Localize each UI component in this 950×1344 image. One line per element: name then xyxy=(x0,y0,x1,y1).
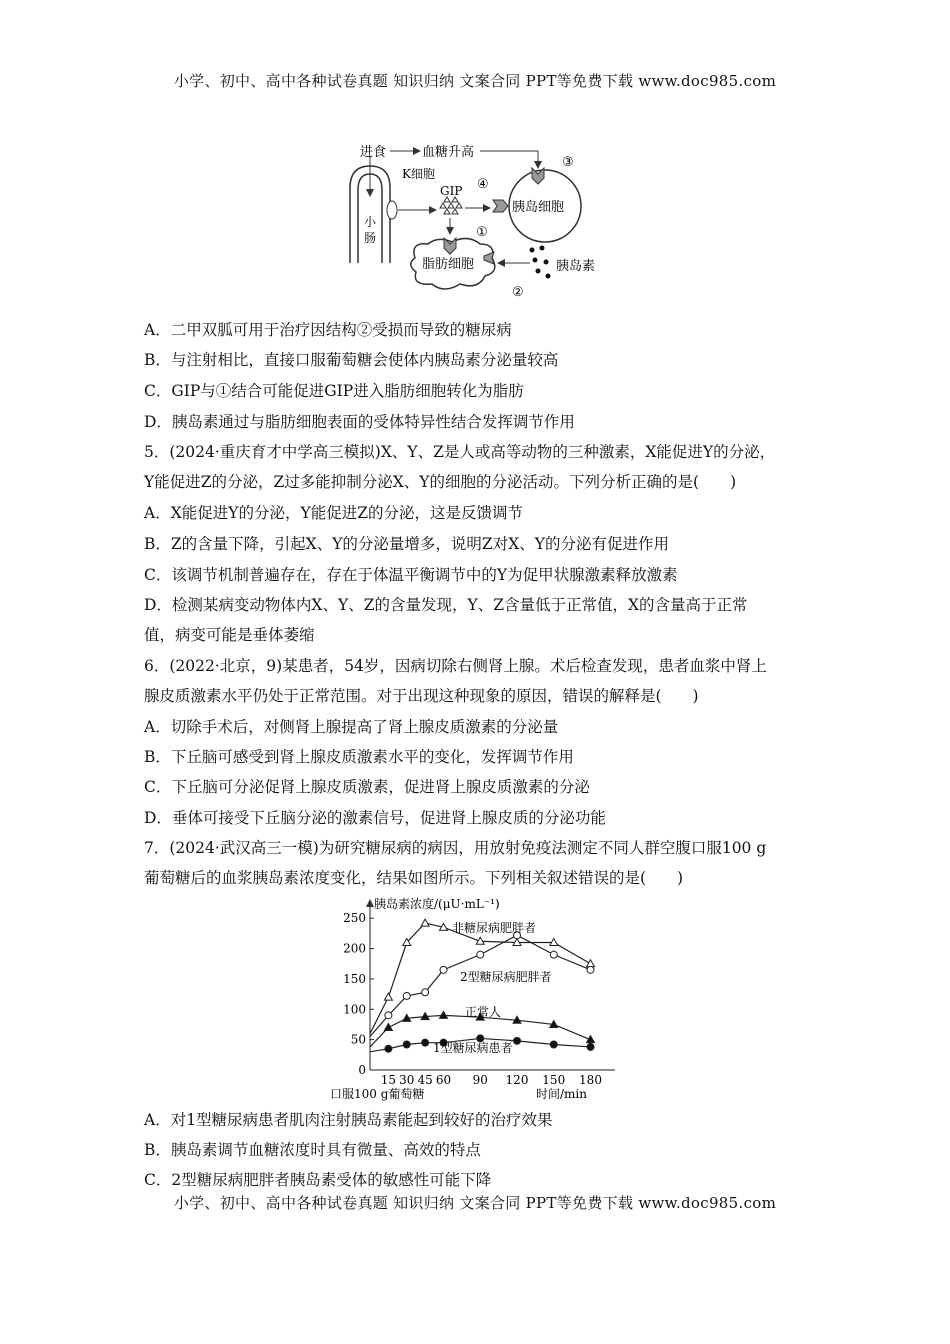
page-header: 小学、初中、高中各种试卷真题 知识归纳 文案合同 PPT等免费下载 www.doc985.com xyxy=(173,72,777,90)
page-footer: 小学、初中、高中各种试卷真题 知识归纳 文案合同 PPT等免费下载 www.doc985.com xyxy=(173,1194,777,1212)
data-point xyxy=(550,1041,557,1048)
data-point xyxy=(587,966,594,973)
x-tick-label: 180 xyxy=(579,1073,602,1087)
gip-label: GIP xyxy=(440,184,463,198)
series-label-type2-obese: 2型糖尿病肥胖者 xyxy=(460,970,552,984)
glucose-rise-label: 血糖升高 xyxy=(422,145,475,160)
eat-label: 进食 xyxy=(360,145,387,160)
q5-option-b: B．Z的含量下降，引起X、Y的分泌量增多，说明Z对X、Y的分泌有促进作用 xyxy=(144,535,669,553)
y-tick-label: 0 xyxy=(358,1063,366,1077)
x-tick-label: 15 xyxy=(380,1073,397,1087)
q7-option-a: A．对1型糖尿病患者肌肉注射胰岛素能起到较好的治疗效果 xyxy=(144,1111,553,1129)
chart-xlabel: 时间/min xyxy=(536,1087,587,1101)
q5-option-d-1: D．检测某病变动物体内X、Y、Z的含量发现，Y、Z含量低于正常值，X的含量高于正常 xyxy=(144,596,748,614)
fat-cell-label: 脂肪细胞 xyxy=(422,257,475,272)
y-tick-label: 50 xyxy=(350,1032,366,1047)
intestine-label-2: 肠 xyxy=(364,231,377,245)
data-point xyxy=(385,1045,392,1052)
q7-option-c: C．2型糖尿病肥胖者胰岛素受体的敏感性可能下降 xyxy=(144,1171,492,1189)
data-point xyxy=(421,919,429,926)
x-tick-label: 150 xyxy=(542,1073,566,1087)
q7-stem-1: 7．(2024·武汉高三一模)为研究糖尿病的病因，用放射免疫法测定不同人群空腹口服100 g xyxy=(144,839,767,857)
data-point xyxy=(514,1037,521,1044)
q4-option-c: C．GIP与①结合可能促进GIP进入脂肪细胞转化为脂肪 xyxy=(144,382,524,400)
q4-option-b: B．与注射相比，直接口服葡萄糖会使体内胰岛素分泌量较高 xyxy=(144,351,559,369)
data-point xyxy=(403,1041,410,1048)
gip-diagram xyxy=(340,138,620,308)
data-point xyxy=(384,993,392,1000)
q4-option-d: D．胰岛素通过与脂肪细胞表面的受体特异性结合发挥调节作用 xyxy=(144,413,575,431)
num-2: ② xyxy=(512,285,524,300)
q7-stem-2: 葡萄糖后的血浆胰岛素浓度变化，结果如图所示。下列相关叙述错误的是( ) xyxy=(144,869,684,887)
k-cell xyxy=(387,201,397,219)
islet-cell-label: 胰岛细胞 xyxy=(512,200,565,215)
q5-stem-2: Y能促进Z的分泌，Z过多能抑制分泌X、Y的细胞的分泌活动。下列分析正确的是( ) xyxy=(144,473,737,491)
data-point xyxy=(440,1011,448,1018)
k-cell-label: K细胞 xyxy=(402,167,435,181)
q6-option-c: C．下丘脑可分泌促肾上腺皮质激素，促进肾上腺皮质激素的分泌 xyxy=(144,778,590,796)
q5-option-d-2: 值，病变可能是垂体萎缩 xyxy=(144,626,315,644)
num-4: ④ xyxy=(477,177,489,192)
insulin-label: 胰岛素 xyxy=(556,259,596,274)
q6-stem-2: 腺皮质激素水平仍处于正常范围。对于出现这种现象的原因，错误的解释是( ) xyxy=(144,687,699,705)
q4-option-a: A．二甲双胍可用于治疗因结构②受损而导致的糖尿病 xyxy=(144,321,512,339)
y-tick-label: 100 xyxy=(343,1002,366,1017)
series-label-normal: 正常人 xyxy=(465,1005,502,1019)
q6-option-d: D．垂体可接受下丘脑分泌的激素信号，促进肾上腺皮质的分泌功能 xyxy=(144,809,606,827)
data-point xyxy=(477,951,484,958)
x-tick-label: 45 xyxy=(417,1073,433,1087)
series-label-nondiabetic-obese: 非糖尿病肥胖者 xyxy=(452,921,537,935)
series-label-type1: 1型糖尿病患者 xyxy=(433,1041,513,1055)
intestine-label-1: 小 xyxy=(364,215,377,229)
x-tick-label: 120 xyxy=(505,1073,529,1087)
data-point xyxy=(403,992,410,999)
q6-option-a: A．切除手术后，对侧肾上腺提高了肾上腺皮质激素的分泌量 xyxy=(144,718,559,736)
data-point xyxy=(587,960,595,967)
q6-option-b: B．下丘脑可感受到肾上腺皮质激素水平的变化，发挥调节作用 xyxy=(144,748,574,766)
num-3: ③ xyxy=(562,155,574,170)
q5-stem-1: 5．(2024·重庆育才中学高三模拟)X、Y、Z是人或高等动物的三种激素，X能促进Y的分泌， xyxy=(144,443,776,461)
num-1: ① xyxy=(476,225,488,240)
data-point xyxy=(422,989,429,996)
y-tick-label: 250 xyxy=(343,911,366,926)
q6-stem-1: 6．(2022·北京，9)某患者，54岁，因病切除右侧肾上腺。术后检查发现，患者血浆中肾上 xyxy=(144,657,767,675)
x-tick-label: 60 xyxy=(435,1073,452,1087)
x-tick-label: 90 xyxy=(472,1073,488,1087)
data-point xyxy=(587,1043,594,1050)
chart-ylabel: 胰岛素浓度/(μU·mL⁻¹) xyxy=(374,897,500,911)
data-point xyxy=(422,1039,429,1046)
y-tick-label: 150 xyxy=(343,971,366,986)
data-point xyxy=(550,951,557,958)
insulin-chart xyxy=(330,892,630,1102)
data-point xyxy=(384,1024,392,1031)
data-point xyxy=(385,1012,392,1019)
q5-option-a: A．X能促进Y的分泌，Y能促进Z的分泌，这是反馈调节 xyxy=(144,504,523,522)
q7-option-b: B．胰岛素调节血糖浓度时具有微量、高效的特点 xyxy=(144,1141,481,1159)
y-tick-label: 200 xyxy=(343,941,366,956)
chart-x-start-label: 口服100 g葡萄糖 xyxy=(330,1087,425,1101)
data-point xyxy=(440,966,447,973)
x-tick-label: 30 xyxy=(399,1073,415,1087)
q5-option-c: C．该调节机制普遍存在，存在于体温平衡调节中的Y为促甲状腺激素释放激素 xyxy=(144,566,678,584)
data-point xyxy=(587,1036,595,1043)
